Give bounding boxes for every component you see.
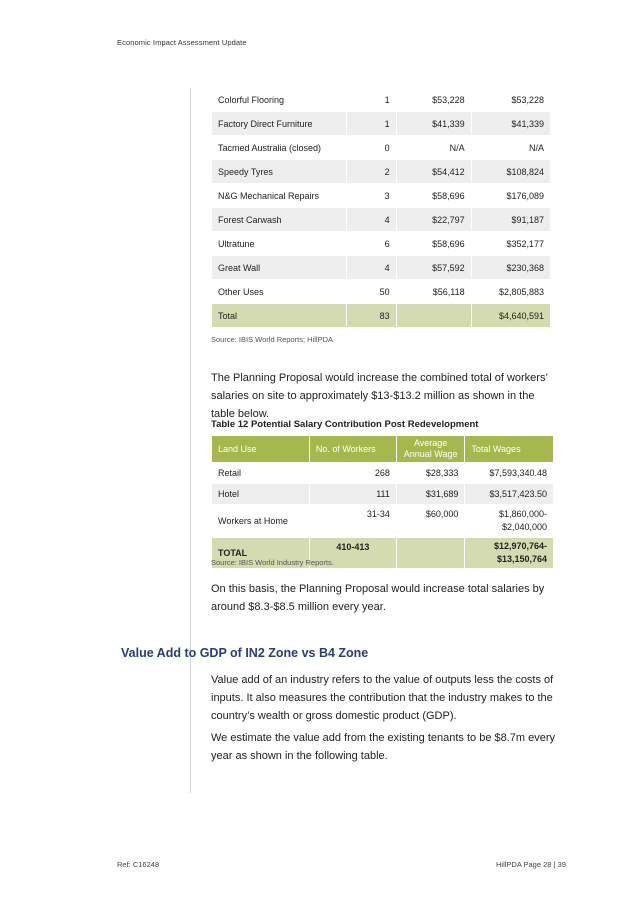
table2-source: Source: IBIS World Industry Reports. xyxy=(211,558,334,567)
cell-land-use: Workers at Home xyxy=(218,516,288,526)
table1-source: Source: IBIS World Reports; HillPDA xyxy=(211,335,333,344)
cell-wage: $58,696 xyxy=(432,238,465,249)
table-row xyxy=(212,136,550,159)
table-row xyxy=(212,112,550,135)
cell-land-use: Hotel xyxy=(212,484,309,504)
table-row xyxy=(212,505,553,537)
cell-total xyxy=(465,538,553,568)
cell-workers: 50 xyxy=(379,286,390,297)
header-land-use: Land Use xyxy=(212,436,309,462)
cell-business: Forest Carwash xyxy=(212,208,346,231)
cell-wage: $57,592 xyxy=(397,256,471,279)
cell-wage: $22,797 xyxy=(397,208,471,231)
cell-business: Speedy Tyres xyxy=(212,160,346,183)
cell-workers: 0 xyxy=(384,142,390,153)
cell-workers: 1 xyxy=(347,112,396,135)
footer-reference: Ref: C16248 xyxy=(117,860,160,869)
table-row xyxy=(212,280,550,303)
table-row xyxy=(212,160,550,183)
cell-total-line1: $12,970,764- xyxy=(493,541,547,551)
cell-workers: 1 xyxy=(384,94,390,105)
cell-total: $41,339 xyxy=(472,112,550,135)
paragraph-value-add-definition: Value add of an industry refers to the value of outputs less the costs of inputs. It also measures the contribution that the industry makes to the country’s wealth or gross domestic product (GDP). xyxy=(211,674,554,722)
cell-wage xyxy=(397,538,464,568)
cell-business: Total xyxy=(212,304,346,327)
cell-workers: 111 xyxy=(310,484,396,504)
cell-total: $352,177 xyxy=(506,238,544,249)
table2-caption: Table 12 Potential Salary Contribution Post Redevelopment xyxy=(211,419,479,430)
page-header: Economic Impact Assessment Update xyxy=(117,38,247,47)
header-average-wage-line1: Average xyxy=(413,438,448,448)
cell-wage: $54,412 xyxy=(397,160,471,183)
header-average-wage xyxy=(397,436,464,462)
header-workers: No. of Workers xyxy=(310,436,396,462)
cell-wage: N/A xyxy=(449,142,465,153)
cell-business: Tacmed Australia (closed) xyxy=(218,142,322,153)
cell-wage xyxy=(397,304,471,327)
header-total-wages: Total Wages xyxy=(465,436,553,462)
cell-business: Great Wall xyxy=(212,256,346,279)
cell-total: $108,824 xyxy=(472,160,550,183)
cell-wage: $41,339 xyxy=(397,112,471,135)
table-row xyxy=(212,208,550,231)
cell-workers: 4 xyxy=(347,208,396,231)
cell-land-use: TOTAL xyxy=(212,538,309,568)
cell-total: $230,368 xyxy=(472,256,550,279)
cell-business: N&G Mechanical Repairs xyxy=(218,190,320,201)
cell-land-use: Retail xyxy=(218,468,242,478)
cell-business: Colorful Flooring xyxy=(218,94,285,105)
cell-workers: 4 xyxy=(347,256,396,279)
table-row xyxy=(212,463,553,483)
cell-total: N/A xyxy=(528,142,544,153)
paragraph-value-add-estimate: We estimate the value add from the existing tenants to be $8.7m every year as shown in the following table. xyxy=(211,732,556,762)
existing-tenants-salary-table xyxy=(211,87,551,328)
cell-wage: $28,333 xyxy=(425,468,459,478)
cell-workers: 2 xyxy=(347,160,396,183)
section-heading: Value Add to GDP of IN2 Zone vs B4 Zone xyxy=(121,646,369,660)
table1-total-row xyxy=(212,304,550,327)
cell-workers: 6 xyxy=(384,238,390,249)
cell-workers: 83 xyxy=(347,304,396,327)
cell-wage: $53,228 xyxy=(432,94,465,105)
table-row xyxy=(212,256,550,279)
cell-total-line2: $2,040,000 xyxy=(501,522,547,532)
table-row xyxy=(212,232,550,255)
cell-business: Other Uses xyxy=(218,286,264,297)
cell-wage: $60,000 xyxy=(425,509,459,519)
cell-total: $176,089 xyxy=(506,190,544,201)
cell-workers: 3 xyxy=(384,190,390,201)
cell-total: $7,593,340.48 xyxy=(489,468,547,478)
salary-contribution-table xyxy=(211,435,554,569)
cell-wage: $31,689 xyxy=(397,484,464,504)
footer-page-number: HillPDA Page 28 | 39 xyxy=(496,860,566,869)
table-row xyxy=(212,88,550,111)
cell-total xyxy=(465,505,553,537)
cell-business: Factory Direct Furniture xyxy=(212,112,346,135)
header-average-wage-line2: Annual Wage xyxy=(403,449,458,459)
table-row xyxy=(212,184,550,207)
cell-total-line2: $13,150,764 xyxy=(496,554,547,564)
table-row xyxy=(212,484,553,504)
cell-total-line1: $1,860,000- xyxy=(498,509,547,519)
paragraph-salary-increase: The Planning Proposal would increase the combined total of workers’ salaries on site to approximately $13-$13.2 million as shown in the table below. xyxy=(211,372,548,420)
cell-total: $53,228 xyxy=(511,94,544,105)
cell-total: $2,805,883 xyxy=(498,286,544,297)
cell-wage: $56,118 xyxy=(432,286,465,297)
table2-header-row xyxy=(212,436,553,462)
cell-total: $3,517,423.50 xyxy=(465,484,553,504)
paragraph-total-salaries: On this basis, the Planning Proposal would increase total salaries by around $8.3-$8.5 million every year. xyxy=(211,583,545,613)
cell-workers: 31-34 xyxy=(366,509,390,519)
cell-business: Ultratune xyxy=(218,238,255,249)
margin-rule xyxy=(190,88,191,793)
cell-total: $4,640,591 xyxy=(472,304,550,327)
cell-wage: $58,696 xyxy=(432,190,465,201)
cell-workers: 410-413 xyxy=(310,538,396,568)
cell-workers: 268 xyxy=(374,468,390,478)
cell-total: $91,187 xyxy=(472,208,550,231)
